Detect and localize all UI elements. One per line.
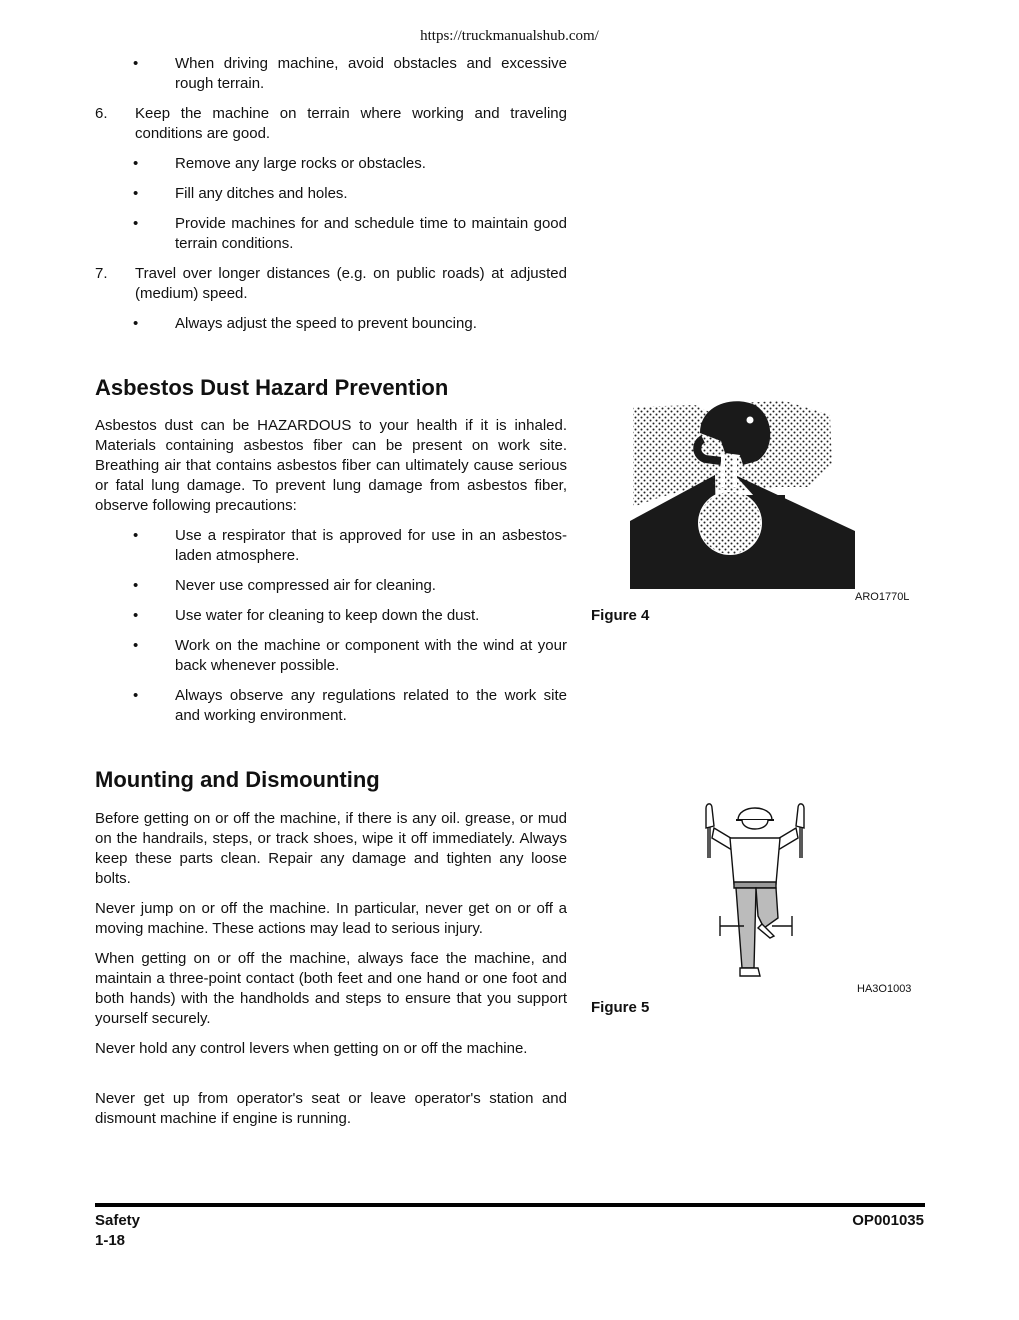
- section-heading-asbestos: Asbestos Dust Hazard Prevention: [95, 375, 449, 400]
- numbered-item-7: 7. Travel over longer distances (e.g. on public roads) at adjusted (medium) speed.: [95, 265, 567, 302]
- mounting-paragraph: Before getting on or off the machine, if there is any oil. grease, or mud on the handrails, steps, or track shoes, wipe it off immediately. Always keep these parts clean. Repair any damage and tighten any loose bolts.: [95, 810, 567, 887]
- list-item: • Use a respirator that is approved for use in an asbestos-laden atmosphere.: [133, 527, 567, 564]
- bullet-icon: •: [133, 315, 139, 332]
- list-item: • Never use compressed air for cleaning.: [133, 577, 436, 594]
- bullet-icon: •: [133, 687, 139, 704]
- asbestos-intro: Asbestos dust can be HAZARDOUS to your health if it is inhaled. Materials containing asbestos fiber can be present on work site. Breathing air that contains asbestos fiber can ultimately cause serious or fatal lung damage. To prevent lung damage from asbestos fiber, observe following precautions:: [95, 417, 567, 514]
- footer-section: Safety: [95, 1212, 141, 1229]
- bullet-icon: •: [133, 185, 139, 202]
- source-url[interactable]: https://truckmanualshub.com/: [420, 28, 599, 44]
- asbestos-inhalation-figure: [625, 395, 860, 595]
- figure-4-label: Figure 4: [591, 607, 650, 624]
- bullet-icon: •: [133, 607, 139, 624]
- list-item: • Provide machines for and schedule time to maintain good terrain conditions.: [133, 215, 567, 252]
- list-item: • Always observe any regulations related to the work site and working environment.: [133, 687, 567, 724]
- bullet-icon: •: [133, 55, 139, 72]
- list-item: • Work on the machine or component with the wind at your back whenever possible.: [133, 637, 567, 674]
- bullet-icon: •: [133, 637, 139, 654]
- mounting-paragraph: When getting on or off the machine, always face the machine, and maintain a three-point contact (both feet and one hand or one foot and both hands) with the handholds and steps to ensure that you support yourself securely.: [95, 950, 567, 1027]
- mounting-paragraph: Never get up from operator's seat or leave operator's station and dismount machine if engine is running.: [95, 1090, 567, 1127]
- bullet-icon: •: [133, 155, 139, 172]
- figure-5-code: HA3O1003: [857, 983, 912, 995]
- list-item: • Fill any ditches and holes.: [133, 185, 348, 202]
- mounting-paragraph: Never jump on or off the machine. In particular, never get on or off a moving machine. These actions may lead to serious injury.: [95, 900, 567, 937]
- list-item: • Always adjust the speed to prevent bouncing.: [133, 315, 477, 332]
- list-item: • Remove any large rocks or obstacles.: [133, 155, 426, 172]
- footer-divider: [95, 1203, 925, 1207]
- bullet-icon: •: [133, 577, 139, 594]
- list-item: • When driving machine, avoid obstacles and excessive rough terrain.: [133, 55, 567, 92]
- figure-4-code: ARO1770L: [855, 591, 910, 603]
- figure-5-label: Figure 5: [591, 999, 650, 1016]
- numbered-item-6: 6. Keep the machine on terrain where working and traveling conditions are good.: [95, 105, 567, 142]
- footer-page-number: 1-18: [95, 1232, 126, 1249]
- bullet-icon: •: [133, 527, 139, 544]
- climbing-operator-figure: [700, 798, 812, 980]
- mounting-paragraph: Never hold any control levers when getting on or off the machine.: [95, 1040, 528, 1057]
- footer-doc-id: OP001035: [852, 1212, 924, 1229]
- bullet-icon: •: [133, 215, 139, 232]
- section-heading-mounting: Mounting and Dismounting: [95, 767, 380, 792]
- list-item: • Use water for cleaning to keep down the dust.: [133, 607, 480, 624]
